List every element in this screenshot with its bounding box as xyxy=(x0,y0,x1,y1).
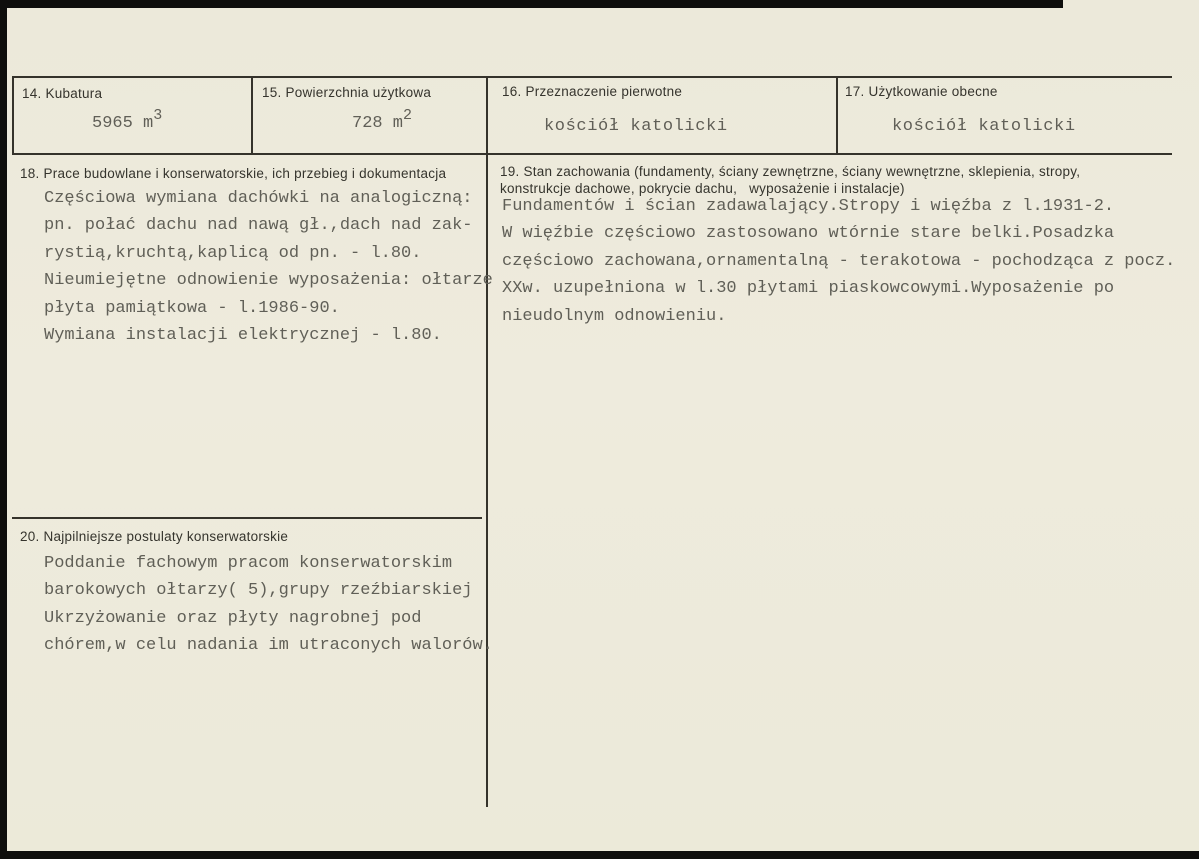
scan-edge-left xyxy=(0,0,7,859)
field-15-value-superscript: 2 xyxy=(403,107,413,124)
table-border-row1-bottom xyxy=(12,153,1172,155)
scan-edge-bottom xyxy=(0,851,1199,859)
field-14-value-superscript: 3 xyxy=(153,107,163,124)
field-18-line: rystią,kruchtą,kaplicą od pn. - l.80. xyxy=(44,243,422,263)
table-border-14-15-divider xyxy=(251,76,253,155)
field-19-line: częściowo zachowana,ornamentalną - terakotowa - pochodząca z pocz. xyxy=(502,251,1176,271)
field-20-label: 20. Najpilniejsze postulaty konserwatorskie xyxy=(20,529,289,544)
field-18-line: Nieumiejętne odnowienie wyposażenia: ołtarze xyxy=(44,271,493,291)
field-16-value: kościół katolicki xyxy=(544,117,728,136)
field-19-line: W więźbie częściowo zastosowano wtórnie stare belki.Posadzka xyxy=(502,224,1115,244)
field-19-text xyxy=(502,193,1197,330)
field-14-value xyxy=(92,107,163,133)
field-18-line: płyta pamiątkowa - l.1986-90. xyxy=(44,298,340,318)
field-15-label: 15. Powierzchnia użytkowa xyxy=(262,85,432,100)
table-border-16-17-divider xyxy=(836,76,838,155)
field-17-label: 17. Użytkowanie obecne xyxy=(845,84,998,99)
table-border-row1-left xyxy=(12,76,14,155)
field-15-value-base: 728 m xyxy=(352,114,404,133)
field-20-line: barokowych ołtarzy( 5),grupy rzeźbiarskiej xyxy=(44,581,473,601)
field-20-line: chórem,w celu nadania im utraconych walorów. xyxy=(44,636,493,656)
field-20-line: Poddanie fachowym pracom konserwatorskim xyxy=(44,554,453,573)
scan-edge-top xyxy=(0,0,1063,8)
field-19-line: XXw. uzupełniona w l.30 płytami piaskowcowymi.Wyposażenie po xyxy=(502,279,1115,299)
field-19-line: nieudolnym odnowieniu. xyxy=(502,306,727,326)
field-18-label: 18. Prace budowlane i konserwatorskie, ich przebieg i dokumentacja xyxy=(20,166,447,181)
field-20-line: Ukrzyżowanie oraz płyty nagrobnej pod xyxy=(44,608,422,628)
field-18-line: Częściowa wymiana dachówki na analogiczną: xyxy=(44,189,473,208)
field-20-text xyxy=(44,550,604,660)
field-16-label: 16. Przeznaczenie pierwotne xyxy=(502,84,683,99)
field-14-value-base: 5965 m xyxy=(92,114,154,133)
table-border-18-20-divider xyxy=(12,517,482,519)
field-19-label-line1: 19. Stan zachowania (fundamenty, ściany zewnętrzne, ściany wewnętrzne, sklepienia, stropy, xyxy=(500,164,1081,179)
table-border-top xyxy=(12,76,1172,78)
field-19-line: Fundamentów i ścian zadawalający.Stropy i więźba z l.1931-2. xyxy=(502,197,1115,216)
field-15-value xyxy=(352,107,413,133)
field-18-line: Wymiana instalacji elektrycznej - l.80. xyxy=(44,325,442,345)
field-19-label-line2: konstrukcje dachowe, pokrycie dachu, wyposażenie i instalacje) xyxy=(500,181,905,196)
field-17-value: kościół katolicki xyxy=(892,117,1076,136)
field-14-label: 14. Kubatura xyxy=(22,86,103,101)
field-18-line: pn. połać dachu nad nawą gł.,dach nad zak- xyxy=(44,216,473,236)
